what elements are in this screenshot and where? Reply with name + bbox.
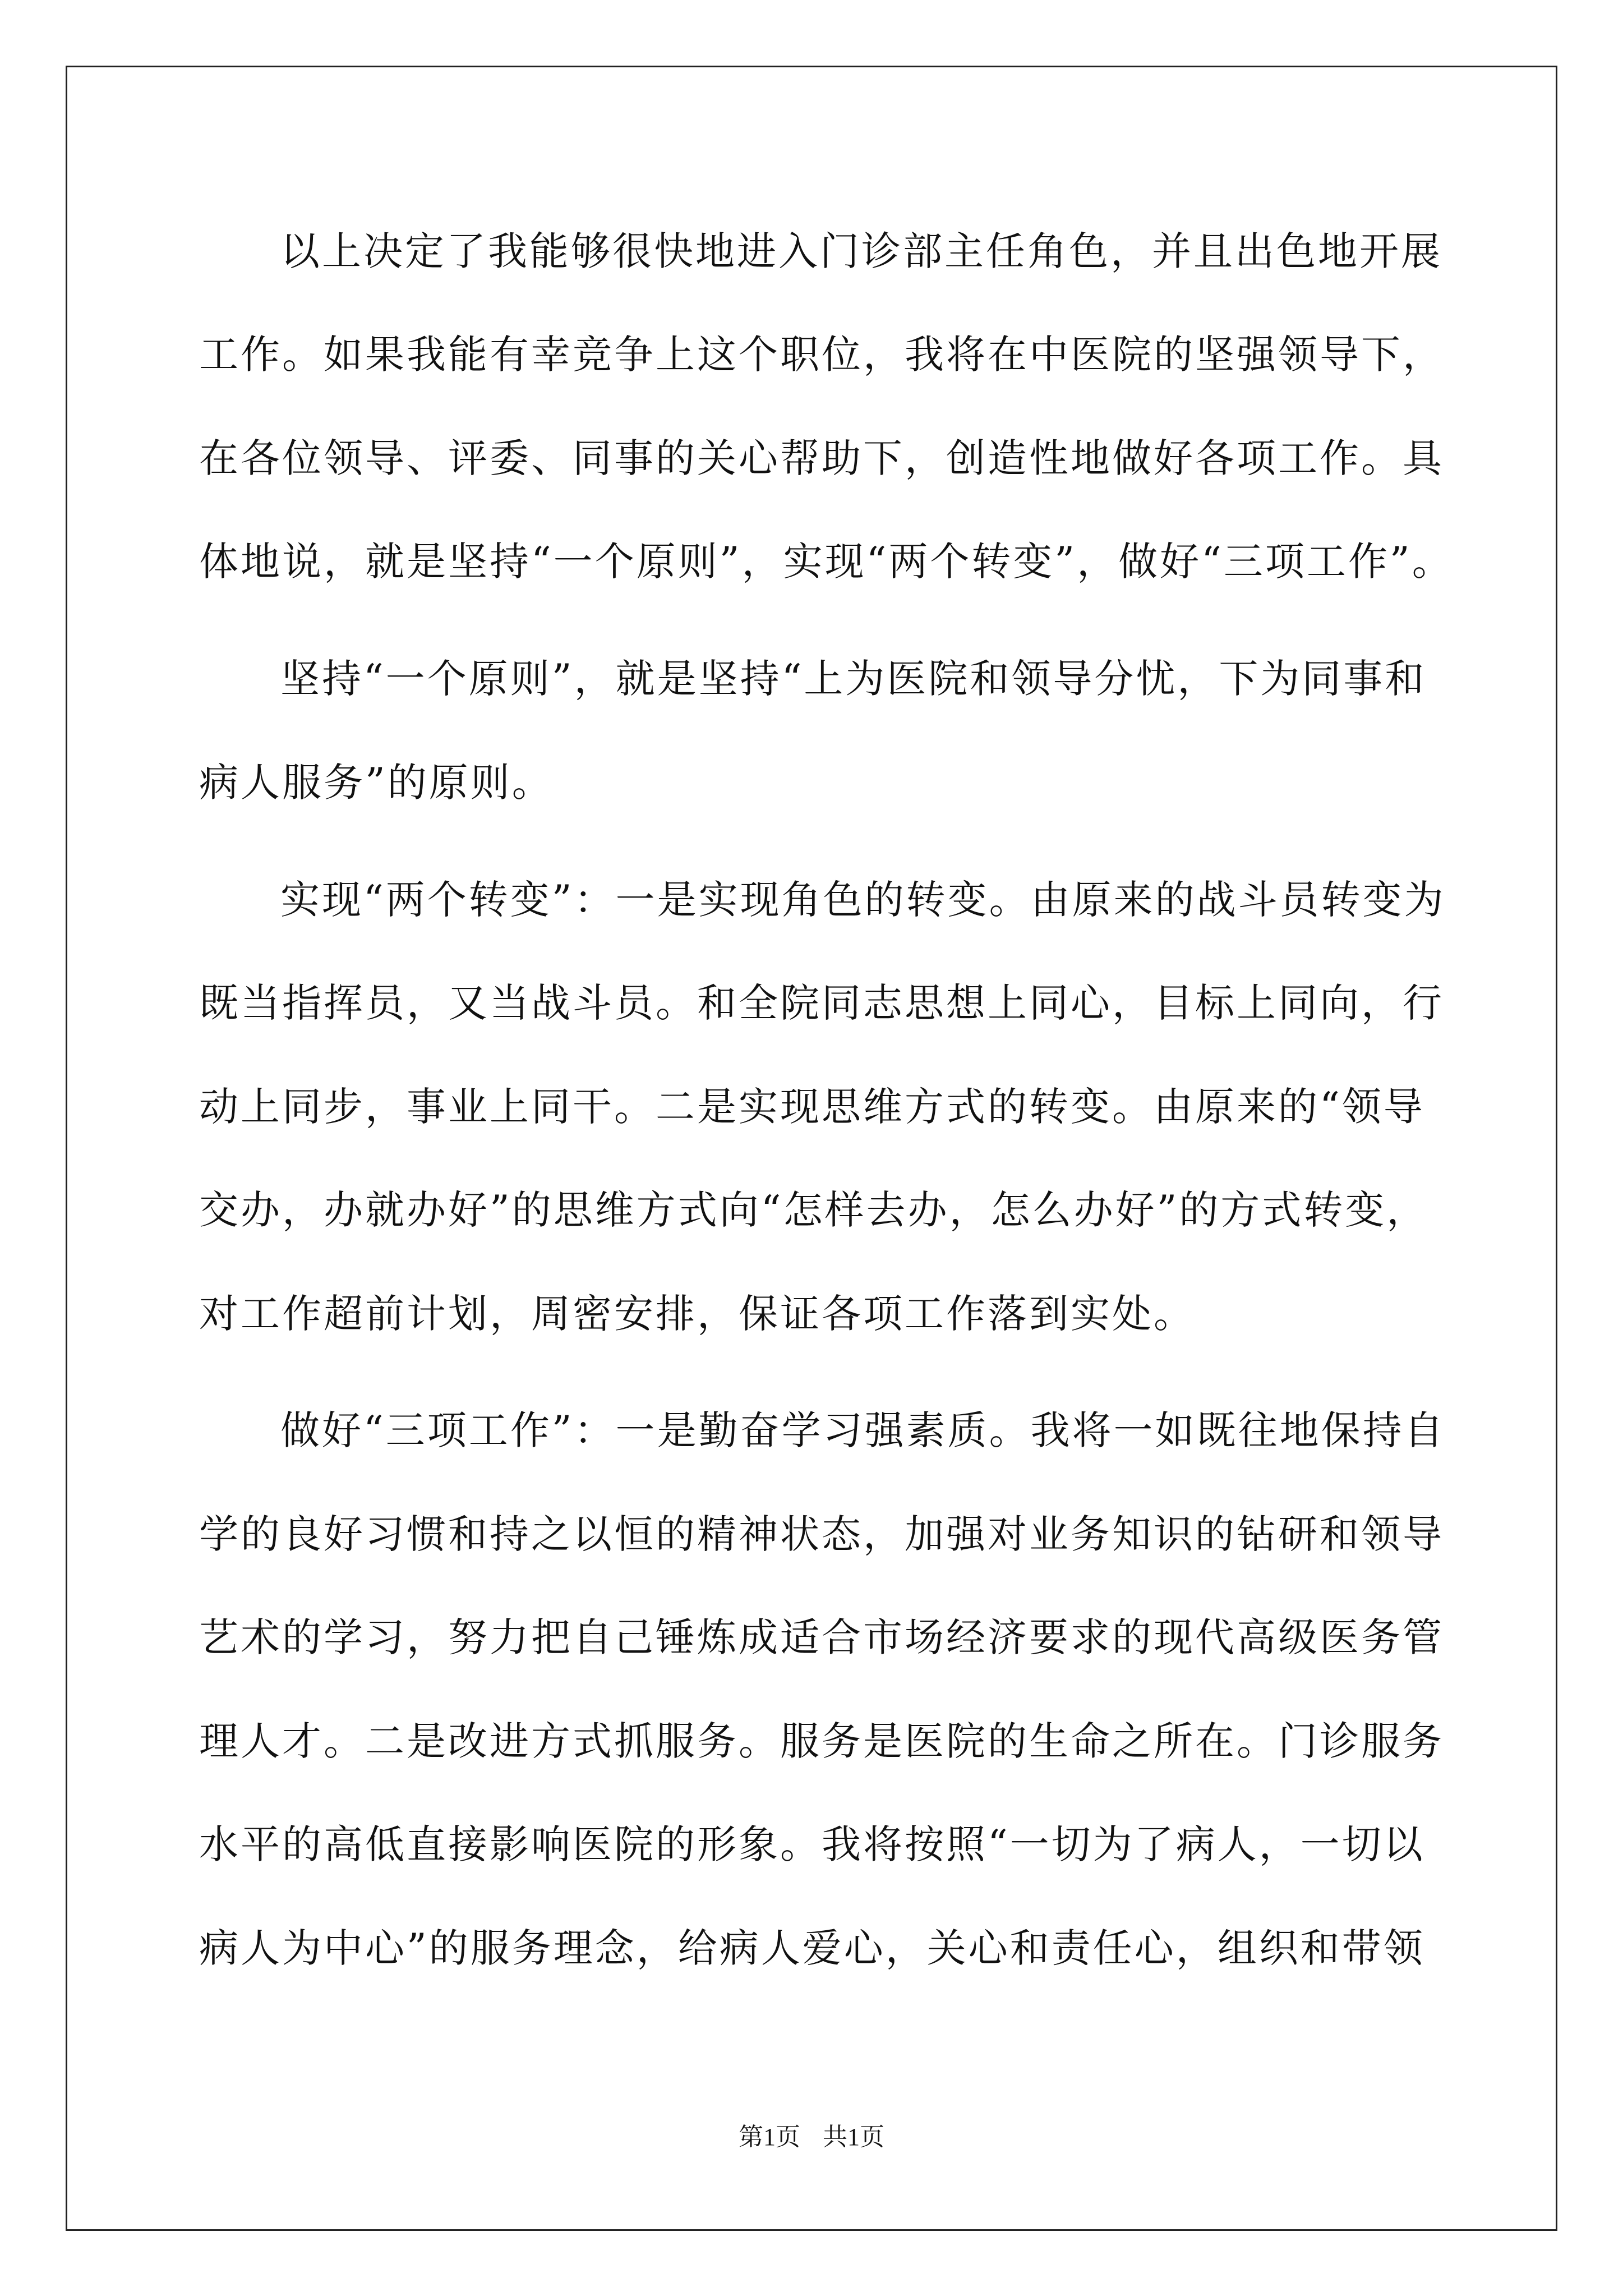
- paragraph-line: 交办，办就办好”的思维方式向“怎样去办，怎么办好”的方式转变，: [199, 1187, 1428, 1233]
- paragraph-line: 以上决定了我能够很快地进入门诊部主任角色，并且出色地开展: [280, 228, 1442, 274]
- paragraph-line: 动上同步，事业上同干。二是实现思维方式的转变。由原来的“领导: [199, 1084, 1425, 1130]
- paragraph-line: 理人才。二是改进方式抓服务。服务是医院的生命之所在。门诊服务: [199, 1718, 1444, 1764]
- paragraph-line: 在各位领导、评委、同事的关心帮助下，创造性地做好各项工作。具: [199, 435, 1444, 481]
- paragraph-line: 做好“三项工作”：一是勤奋学习强素质。我将一如既往地保持自: [280, 1407, 1446, 1453]
- page-total: 共1页: [823, 2123, 884, 2151]
- paragraph-line: 既当指挥员，又当战斗员。和全院同志思想上同心，目标上同向，行: [199, 980, 1444, 1026]
- paragraph-line: 工作。如果我能有幸竞争上这个职位，我将在中医院的坚强领导下，: [199, 332, 1444, 378]
- paragraph-line: 病人为中心”的服务理念，给病人爱心，关心和责任心，组织和带领: [199, 1925, 1425, 1971]
- paragraph-line: 病人服务”的原则。: [199, 760, 554, 806]
- paragraph-line: 水平的高低直接影响医院的形象。我将按照“一切为了病人，一切以: [199, 1821, 1425, 1867]
- page-border: [66, 66, 1557, 2231]
- paragraph-line: 对工作超前计划，周密安排，保证各项工作落到实处。: [199, 1291, 1195, 1337]
- page-footer: [0, 2120, 1623, 2154]
- page-number: 第1页: [739, 2123, 800, 2151]
- paragraph-line: 学的良好习惯和持之以恒的精神状态，加强对业务知识的钻研和领导: [199, 1511, 1444, 1557]
- paragraph-line: 坚持“一个原则”，就是坚持“上为医院和领导分忧，下为同事和: [280, 656, 1427, 702]
- paragraph-line: 艺术的学习，努力把自己锤炼成适合市场经济要求的现代高级医务管: [199, 1614, 1444, 1660]
- paragraph-line: 实现“两个转变”：一是实现角色的转变。由原来的战斗员转变为: [280, 877, 1446, 923]
- paragraph-line: 体地说，就是坚持“一个原则”，实现“两个转变”，做好“三项工作”。: [199, 539, 1454, 585]
